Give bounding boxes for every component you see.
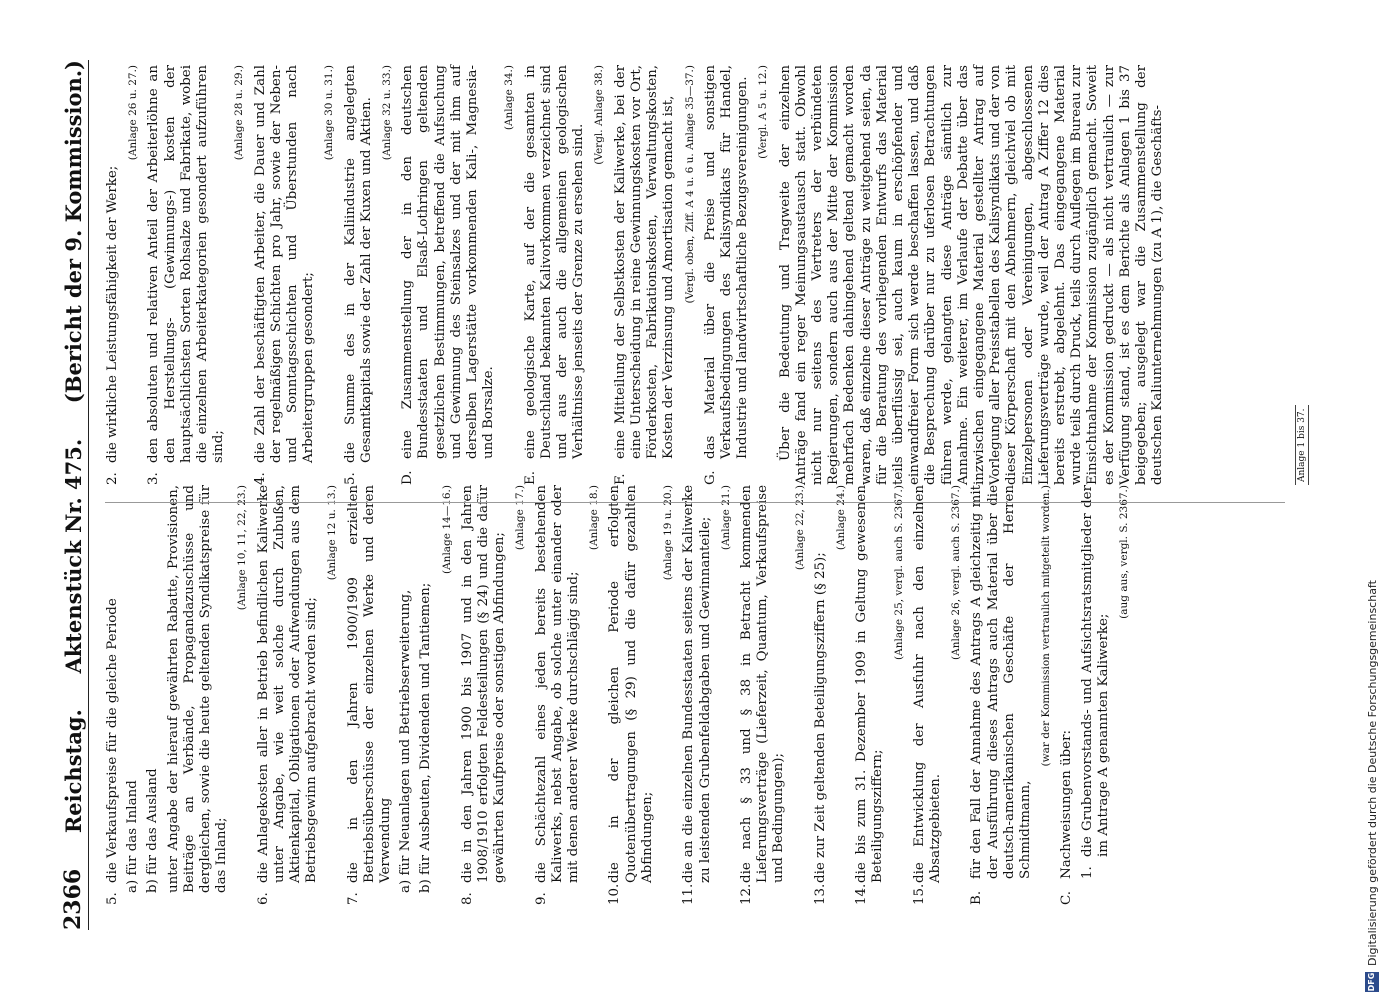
header-center-title: Aktenstück Nr. 475. bbox=[60, 438, 86, 674]
right-column-note: (Anlage 30 u. 31.) bbox=[323, 65, 336, 161]
left-column-item bbox=[739, 485, 788, 905]
left-column-item bbox=[681, 485, 713, 905]
left-column-item-number: 9. bbox=[533, 892, 549, 905]
right-column-item bbox=[105, 65, 121, 485]
footer-text: Digitalisierung gefördert durch die Deutsche Forschungsgemeinschaft bbox=[1365, 580, 1379, 966]
left-column-item-text: unter Angabe der hierauf gewährten Rabatte, Provisionen, Beiträge an Verbände, Propagandazuschüsse und dergleichen, sowie die heute geltenden Syndikatspreise für das Inland; bbox=[165, 485, 230, 893]
left-column-item bbox=[166, 485, 231, 905]
right-column-item-number: 5. bbox=[342, 472, 358, 485]
digitization-footer bbox=[1361, 0, 1383, 1000]
section-letter: D. bbox=[400, 470, 416, 485]
margin-note: Anlage 1 bis 37. bbox=[1295, 405, 1309, 485]
left-column-note: (Anlage 18.) bbox=[588, 485, 601, 551]
column-divider bbox=[105, 502, 1285, 503]
section-b-letter: B. bbox=[969, 890, 985, 905]
section-c-item-text: die Grubenvorstands- und Aufsichtsratsmitglieder der im Antrage A genannten Kaliwerke; bbox=[1079, 485, 1111, 857]
right-column-item-text: die wirkliche Leistungsfähigkeit der Werke; bbox=[105, 165, 120, 463]
left-column-item-number: 8. bbox=[459, 892, 475, 905]
header-right-title: (Bericht der 9. Kommission.) bbox=[60, 60, 86, 404]
section-b-text: für den Fall der Annahme des Antrags A gleichzeitig mit der Ausführung dieses Antrags auch Material über die deutsch-amerikanischen Geschäfte der Herren Schmidtmann, bbox=[969, 485, 1033, 879]
section-c bbox=[1059, 485, 1075, 905]
right-column-item-text: die Zahl der beschäftigten Arbeiter, die Dauer und Zahl der regelmäßigen Schichten pro Jahr, sowie der Neben- und Sonntagsschichten und Überstunden nach Arbeitergruppen gesondert; bbox=[252, 65, 317, 463]
right-column-item-text: den absoluten und relativen Anteil der Arbeiterlöhne an den Herstellungs- (Gewinnungs-) kosten der hauptsächlichsten Sorten Rohsalze und Fabrikate, wobei die einzelnen Arbeiterkategorien gesondert aufzuführen sind; bbox=[146, 65, 227, 463]
right-column-item bbox=[343, 65, 375, 485]
section-d bbox=[400, 65, 497, 485]
left-column-item-text: a) für das Inland bbox=[125, 780, 141, 893]
left-column-item-number: 11. bbox=[681, 883, 697, 905]
right-column-item bbox=[253, 65, 318, 485]
left-column-item bbox=[912, 485, 944, 905]
left-column-item-text: die bis zum 31. Dezember 1909 in Geltung gewesenen Beteiligungsziffern; bbox=[854, 485, 886, 883]
left-column-items bbox=[105, 485, 964, 905]
left-column bbox=[105, 485, 1137, 905]
section-e bbox=[523, 65, 588, 485]
section-f bbox=[613, 65, 678, 485]
left-column-item-text: die nach § 33 und § 38 in Betracht kommenden Lieferungsverträge (Lieferzeit, Quantum, Verkaufspreise und Bedingungen); bbox=[738, 485, 787, 883]
left-column-item bbox=[125, 485, 141, 905]
left-column-item bbox=[256, 485, 321, 905]
section-text: das Material über die Preise und sonstigen Verkaufsbedingungen des Kalisyndikats für Handel, Industrie und landwirtschaftliche Bezugsvereinigungen. bbox=[702, 65, 751, 459]
dfg-logo-icon: DFG bbox=[1365, 972, 1379, 992]
section-b-note: (war der Kommission vertraulich mitgeteilt worden.) bbox=[1040, 485, 1053, 767]
page-header bbox=[58, 60, 89, 930]
left-column-item bbox=[398, 485, 414, 905]
section-c-item bbox=[1080, 485, 1112, 879]
section-text: eine geologische Karte, auf der die gesamten in Deutschland bekannten Kalivorkommen verzeichnet sind und aus der auch die allgemeinen geologischen Verhältnisse jenseits der Grenze zu ersehen sind. bbox=[522, 65, 587, 459]
section-g bbox=[703, 65, 752, 485]
right-column-item-number: 3. bbox=[146, 472, 162, 485]
section-letter: G. bbox=[702, 470, 718, 485]
section-b bbox=[969, 485, 1034, 905]
page-number: 2366 bbox=[60, 868, 86, 930]
left-column-item bbox=[607, 485, 656, 905]
left-column-item-text: b) für Ausbeuten, Dividenden und Tantiemen; bbox=[418, 582, 434, 893]
section-note: (Vergl. A 5 u. 12.) bbox=[757, 65, 770, 159]
left-column-item-text: die in den Jahren 1900/1909 erzielten Betriebsüberschüsse der einzelnen Werke und deren Verwendung bbox=[345, 485, 394, 883]
right-column-note: (Anlage 32 u. 33.) bbox=[381, 65, 394, 161]
left-column-item bbox=[346, 485, 395, 905]
section-note: (Vergl. Anlage 38.) bbox=[593, 65, 606, 165]
left-column-note: (Anlage 22, 23.) bbox=[793, 485, 806, 571]
right-column bbox=[105, 65, 1166, 485]
left-column-item-number: 14. bbox=[854, 883, 870, 905]
left-column-note: (Anlage 10, 11, 22, 23.) bbox=[236, 485, 249, 611]
section-c-text: Nachweisungen über: bbox=[1059, 729, 1075, 879]
left-column-note: (Anlage 19 u. 20.) bbox=[662, 485, 675, 581]
left-column-note: (Anlage 17.) bbox=[514, 485, 527, 551]
left-column-item bbox=[460, 485, 509, 905]
section-c-note: (aug aus, vergl. S. 2367.) bbox=[1117, 485, 1130, 619]
left-column-item-number: 13. bbox=[812, 883, 828, 905]
left-column-item-text: die zur Zeit geltenden Beteiligungsziffern (§ 25); bbox=[812, 552, 828, 883]
closing-paragraph: Über die Bedeutung und Tragweite der einzelnen Anträge fand ein reger Meinungsaustausch statt. Obwohl nicht nur seitens des Vertreters der verbündeten Regierungen, sondern auch aus der Mitte der Kommission mehrfach Bedenken dahingehend geltend gemacht worden waren, daß einzelne dieser Anträge zu weitgehend seien, da für die Beratung des vorliegenden Entwurfs das Material teils überflüssig sei, auch kaum in erschöpfender und einwandfreier Form sich werde beschaffen lassen, und daß die Besprechung darüber nur zu uferlosen Betrachtungen führen werde, gelangten diese Anträge sämtlich zur Annahme. Ein weiterer, im Verlaufe der Debatte über das inzwischen eingegangene Material gestellter Antrag auf Vorlegung aller Preisstabellen des Kalisyndikats und der von dieser Körperschaft mit den Abnehmern, gleichviel ob mit Einzelpersonen oder Vereinigungen, abgeschlossenen Lieferungsverträge wurde, weil der Antrag A Ziffer 12 dies bereits erstrebt, abgelehnt. Das eingegangene Material wurde teils durch Druck, teils durch Auflegen im Bureau zur Einsichtnahme der Kommission zugänglich gemacht. Soweit es der Kommission gedruckt — als nicht vertraulich — zur Verfügung stand, ist es dem Berichte als Anlagen 1 bis 37 beigegeben; ausgelegt war die Zusammenstellung der deutschen Kaliunternehmungen (zu A 1), die Geschäfts- bbox=[777, 65, 1166, 485]
section-text: eine Mitteilung der Selbstkosten der Kaliwerke, bei der eine Unterscheidung in reine Gewinnungskosten vor Ort, Förderkosten, Fabrikationskosten, Verwaltungskosten, Kosten der Verzinsung und Amortisation gemacht ist, bbox=[612, 65, 677, 459]
left-column-item-number: 10. bbox=[607, 883, 623, 905]
right-column-items bbox=[105, 65, 395, 485]
section-note: (Anlage 34.) bbox=[503, 65, 516, 131]
left-column-item bbox=[854, 485, 886, 905]
section-text: eine Zusammenstellung der in den deutschen Bundesstaaten und Elsaß-Lothringen geltenden gesetzlichen Bestimmungen, betreffend die Aufsuchung und Gewinnung des Steinsalzes und der mit ihm auf derselben Lagerstätte vorkommenden Kali-, Magnesia- und Borsalze. bbox=[400, 65, 497, 459]
left-column-item-text: b) für das Ausland bbox=[145, 768, 161, 893]
left-column-item-text: die Schächtezahl eines jeden bereits bestehenden Kaliwerks, nebst Angabe, ob solche unter einander oder mit denen anderer Werke durchschlägig sind; bbox=[533, 485, 582, 883]
left-column-item bbox=[418, 485, 434, 905]
left-column-item bbox=[145, 485, 161, 905]
left-column-note: (Anlage 21.) bbox=[719, 485, 732, 551]
left-column-note: (Anlage 26, vergl. auch S. 2367.) bbox=[950, 485, 963, 660]
left-column-item-number: 6. bbox=[255, 892, 271, 905]
left-column-item-number: 7. bbox=[345, 892, 361, 905]
left-column-item-text: a) für Neuanlagen und Betriebserweiterung, bbox=[398, 589, 414, 893]
right-column-item-number: 4. bbox=[252, 472, 268, 485]
left-column-item-text: die in den Jahren 1900 bis 1907 und in den Jahren 1908/1910 erfolgten Feldesteilungen (§ 24) und die dafür gewährten Kaufpreise oder sonstigen Abfindungen; bbox=[459, 485, 508, 883]
left-column-note: (Anlage 12 u. 13.) bbox=[326, 485, 339, 581]
left-column-item-text: die in der gleichen Periode erfolgten Quotenübertragungen (§ 29) und die dafür gezahlten Abfindungen; bbox=[607, 485, 655, 883]
right-column-item-text: die Summe des in der Kaliindustrie angelegten Gesamtkapitals sowie der Zahl der Kuxen und Aktien. bbox=[342, 65, 374, 463]
left-column-note: (Anlage 25, vergl. auch S. 2367.) bbox=[892, 485, 905, 660]
section-letter: E. bbox=[522, 470, 538, 485]
left-column-item bbox=[813, 485, 829, 905]
left-column-item-number: 12. bbox=[738, 883, 754, 905]
header-left-title: Reichstag. bbox=[60, 709, 86, 834]
section-letter: F. bbox=[612, 473, 628, 485]
section-c-letter: C. bbox=[1059, 890, 1075, 905]
right-column-note: (Anlage 26 u. 27.) bbox=[127, 65, 140, 161]
left-column-note: (Anlage 24.) bbox=[834, 485, 847, 551]
left-column-item-text: die Entwicklung der Ausfuhr nach den einzelnen Absatzgebieten. bbox=[911, 485, 943, 883]
left-column-item-number: 5. bbox=[105, 892, 120, 905]
right-column-item bbox=[146, 65, 227, 485]
left-column-item bbox=[534, 485, 583, 905]
right-column-item-number: 2. bbox=[105, 472, 120, 485]
left-column-item-text: die Verkaufspreise für die gleiche Periode bbox=[105, 598, 120, 883]
section-c-item-number: 1. bbox=[1079, 866, 1095, 879]
left-column-item-text: die Anlagekosten aller in Betrieb befindlichen Kaliwerke unter Angabe, wie weit solche durch Zubußen, Aktienkapital, Obligationen oder Aufwendungen aus dem Betriebsgewinn aufgebracht worden sind; bbox=[255, 485, 320, 883]
section-note: (Vergl. oben, Ziff. A 4 u. 6 u. Anlage 35—37.) bbox=[683, 65, 696, 304]
left-column-item-number: 15. bbox=[911, 883, 927, 905]
left-column-item bbox=[105, 485, 121, 905]
left-column-note: (Anlage 14—16.) bbox=[440, 485, 453, 574]
left-column-item-text: die an die einzelnen Bundesstaaten seitens der Kaliwerke zu leistenden Grubenfeldabgaben und Gewinnanteile; bbox=[681, 485, 713, 883]
right-column-note: (Anlage 28 u. 29.) bbox=[233, 65, 246, 161]
right-column-sections bbox=[400, 65, 771, 485]
